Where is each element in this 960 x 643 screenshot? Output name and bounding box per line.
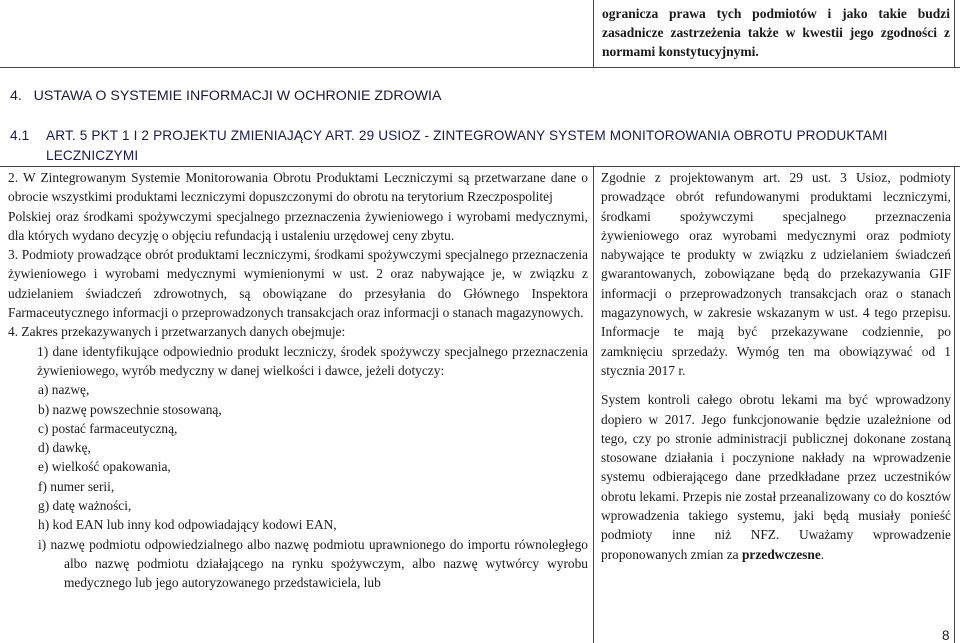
commentary-paragraph-1: Zgodnie z projektowanym art. 29 ust. 3 Usioz, podmioty prowadzące obrót refundowanymi produktami leczniczymi, środkami spożywczymi specjalnego przeznaczenia żywieniowego oraz wyrobami medycznymi oraz podmioty nabywające te produkty w związku z udzielaniem świadczeń gwarantowanych, zobowiązane będą do przekazywania GIF informacji o przeprowadzonych transakcjach oraz o stanach magazynowych, w zakresie wskazanym w ust. 4 tego przepisu. Informacje te mają być przekazywane codziennie, po zamknięciu sprzedaży. Wymóg ten ma obowiązywać od 1 stycznia 2017 r. xyxy=(601,170,951,378)
sentence-end: . xyxy=(820,546,825,562)
list-item-1: 1) dane identyfikujące odpowiednio produkt leczniczy, środek spożywczy specjalnego przeznaczenia żywieniowego, wyrób medyczny w danej wielkości i dawce, jeżeli dotyczy: xyxy=(37,343,588,378)
page-number: 8 xyxy=(942,628,950,643)
top-right-cell-text: ogranicza prawa tych podmiotów i jako takie budzi zasadnicze zastrzeżenia także w kwestii jego zgodności z normami konstytucyjnymi. xyxy=(602,6,950,59)
list-item: c) postać farmaceutyczną, xyxy=(38,420,178,436)
commentary-paragraph-2-text: System kontroli całego obrotu lekami ma być wprowadzony dopiero w 2017. Jego funkcjonowanie będzie uzależnione od tego, czy po stronie administracji publicznej dokonane zostaną stosowane działania i poczynione nakłady na wprowadzenie systemu odbierającego dane przedkładane przez uczestników obrotu lekami. Przepis nie został przeanalizowany co do kosztów wprowadzenia takiego systemu, jaki będą musiały ponieść podmioty inne niż NFZ. Uważamy wprowadzenie proponowanych zmian za xyxy=(601,392,951,562)
sub-list xyxy=(8,380,588,592)
table-border-right xyxy=(954,167,955,643)
left-column-legal-text xyxy=(8,168,588,593)
table-border-right xyxy=(954,0,955,67)
paragraph-4: 4. Zakres przekazywanych i przetwarzanych danych obejmuje: xyxy=(8,324,346,340)
list-item: g) datę ważności, xyxy=(38,498,132,514)
section-heading: 4. USTAWA O SYSTEMIE INFORMACJI W OCHRONIE ZDROWIA xyxy=(10,88,442,104)
paragraph-3: 3. Podmioty prowadzące obrót produktami leczniczymi, środkami spożywczymi specjalnego przeznaczenia żywieniowego i wyrobami medycznymi wymienionymi w ust. 2 oraz nabywające je, w związku z udzielaniem świadczeń zdrowotnych, są obowiązane do przesyłania do Głównego Inspektora Farmaceutycznego informacji o przeprowadzonych transakcjach oraz informacji o stanach magazynowych. xyxy=(8,247,588,321)
list-item: b) nazwę powszechnie stosowaną, xyxy=(38,401,222,417)
table-divider xyxy=(593,0,594,67)
list-item: a) nazwę, xyxy=(38,382,90,398)
right-column-commentary xyxy=(601,168,951,564)
article-title-line1: ART. 5 PKT 1 I 2 PROJEKTU ZMIENIAJĄCY ART. 29 USIOZ - ZINTEGROWANY SYSTEM MONITOROWANIA OBROTU PRODUKTAMI xyxy=(46,128,888,143)
article-title-line2: LECZNICZYMI xyxy=(46,148,139,163)
list-item: e) wielkość opakowania, xyxy=(38,459,171,475)
list-item: f) numer serii, xyxy=(38,478,115,494)
list-item: i) nazwę podmiotu odpowiedzialnego albo nazwę podmiotu uprawnionego do importu równoległego albo nazwę podmiotu działającego na rynku spożywczym, albo nazwę wytwórcy wyrobu medycznego lub jego autoryzowanego przedstawiciela, lub xyxy=(38,536,588,591)
article-number: 4.1 xyxy=(10,128,30,143)
list-item: h) kod EAN lub inny kod odpowiadający kodowi EAN, xyxy=(38,517,337,533)
list-item: d) dawkę, xyxy=(38,440,91,456)
commentary-paragraph-2 xyxy=(601,390,951,564)
table-divider xyxy=(593,167,594,643)
paragraph-2-cont: Polskiej oraz środkami spożywczymi specjalnego przeznaczenia żywieniowego i wyrobami medycznymi, dla których wydano decyzję o objęciu refundacją i ustaleniu urzędowej ceny zbytu. xyxy=(8,208,588,243)
paragraph-2: 2. W Zintegrowanym Systemie Monitorowania Obrotu Produktami Leczniczymi są przetwarzane dane o obrocie wszystkimi produktami leczniczymi dopuszczonymi do obrotu na terytorium Rzeczpospolitej xyxy=(8,170,588,205)
paragraph-gap xyxy=(601,380,951,390)
emphasis-word: przedwczesne xyxy=(741,546,821,562)
article-heading xyxy=(10,126,955,166)
